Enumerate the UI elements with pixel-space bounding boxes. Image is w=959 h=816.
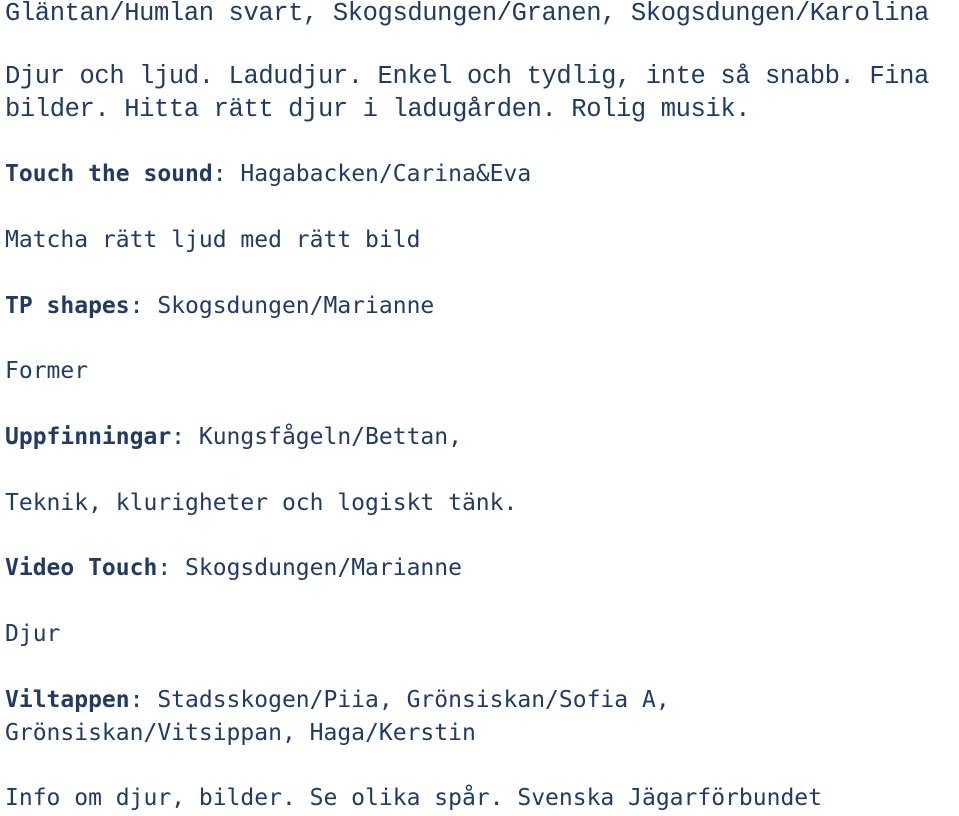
video-touch-heading [5, 552, 462, 585]
uppfinningar-heading [5, 421, 462, 454]
viltappen-desc: Info om djur, bilder. Se olika spår. Svenska Jägarförbundet [5, 785, 822, 811]
viltappen-locations: : Stadsskogen/Piia, Grönsiskan/Sofia A, [129, 687, 670, 713]
viltappen-locations-cont: Grönsiskan/Vitsippan, Haga/Kerstin [5, 720, 476, 746]
uppfinningar-locations: : Kungsfågeln/Bettan, [171, 424, 462, 450]
uppfinningar-desc: Teknik, klurigheter och logiskt tänk. [5, 490, 518, 516]
viltappen-heading [5, 684, 670, 717]
tp-shapes-locations: : Skogsdungen/Marianne [129, 293, 435, 319]
touch-the-sound-desc: Matcha rätt ljud med rätt bild [5, 227, 421, 253]
entry-line-gläntan: Gläntan/Humlan svart, Skogsdungen/Granen, Skogsdungen/Karolina [5, 0, 929, 28]
touch-the-sound-heading [5, 158, 531, 191]
tp-shapes-heading [5, 290, 434, 323]
entry-desc-line-2: bilder. Hitta rätt djur i ladugården. Rolig musik. [5, 95, 751, 124]
viltappen-title: Viltappen [5, 687, 130, 713]
tp-shapes-desc: Former [5, 358, 89, 384]
uppfinningar-title: Uppfinningar [5, 424, 172, 450]
video-touch-locations: : Skogsdungen/Marianne [157, 555, 462, 581]
video-touch-desc: Djur [5, 621, 61, 647]
video-touch-title: Video Touch [5, 555, 158, 581]
tp-shapes-title: TP shapes [5, 293, 130, 319]
entry-desc-line-1: Djur och ljud. Ladudjur. Enkel och tydlig, inte så snabb. Fina [5, 62, 929, 91]
touch-the-sound-locations: : Hagabacken/Carina&Eva [212, 161, 532, 187]
touch-the-sound-title: Touch the sound [5, 161, 213, 187]
